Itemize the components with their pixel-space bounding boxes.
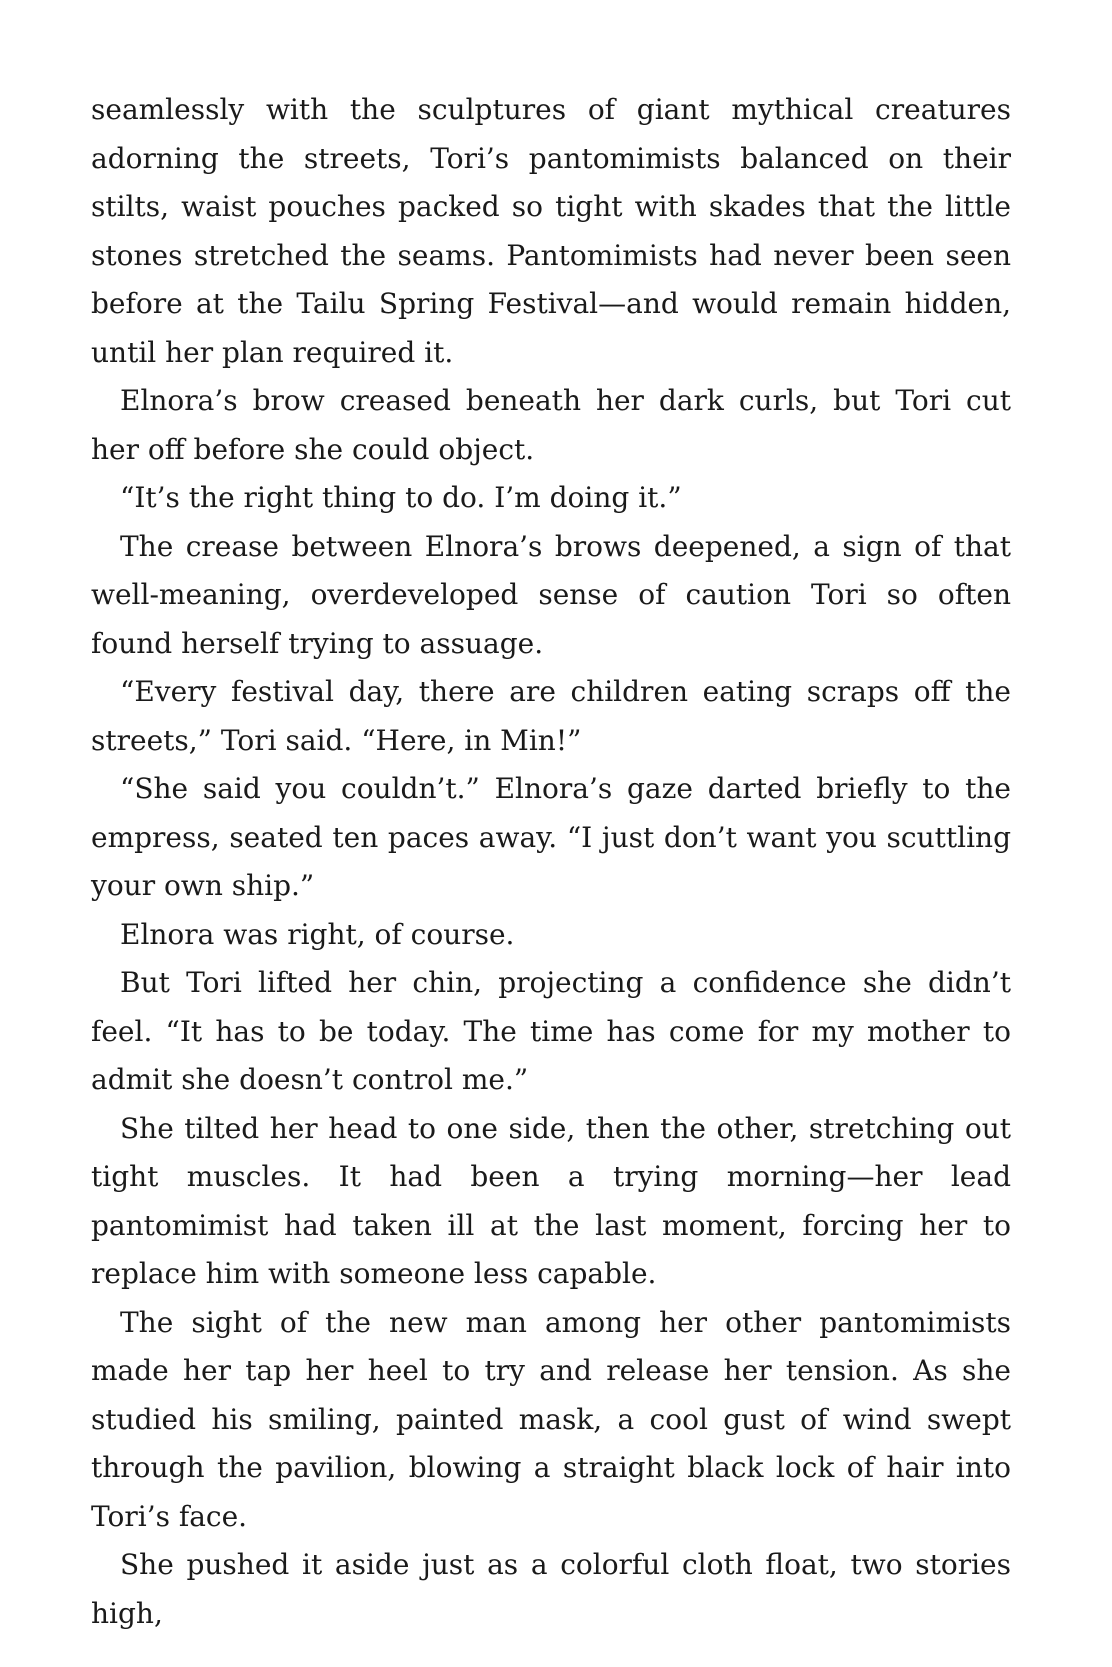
paragraph-9: She tilted her head to one side, then the other, stretching out tight muscles. It had been a trying morning—her lead pantomimist had taken ill at the last moment, forcing her to replace him with someone less capable. bbox=[91, 1111, 1011, 1290]
paragraph-3: “It’s the right thing to do. I’m doing it.” bbox=[120, 481, 682, 514]
paragraph-11: She pushed it aside just as a colorful cloth float, two stories high, bbox=[91, 1548, 1011, 1630]
paragraph-1: seamlessly with the sculptures of giant mythical creatures adorning the streets, Tori’s pantomimists balanced on their stilts, waist pouches packed so tight with skades that the little stones stretched the seams. Pantomimists had never been seen before at the Tailu Spring Festival—and would remain hidden, until her plan required it. bbox=[91, 93, 1011, 369]
paragraph-10: The sight of the new man among her other pantomimists made her tap her heel to try and release her tension. As she studied his smiling, painted mask, a cool gust of wind swept through the pavilion, blowing a straight black lock of hair into Tori’s face. bbox=[91, 1305, 1011, 1533]
paragraph-5: “Every festival day, there are children eating scraps off the streets,” Tori said. “Here, in Min!” bbox=[91, 675, 1011, 757]
paragraph-4: The crease between Elnora’s brows deepened, a sign of that well-meaning, overdeveloped sense of caution Tori so often found herself trying to assuage. bbox=[91, 529, 1011, 660]
paragraph-6: “She said you couldn’t.” Elnora’s gaze darted briefly to the empress, seated ten paces away. “I just don’t want you scuttling your own ship.” bbox=[91, 772, 1011, 902]
book-page bbox=[91, 86, 1011, 1638]
paragraph-2: Elnora’s brow creased beneath her dark curls, but Tori cut her off before she could object. bbox=[91, 384, 1011, 466]
paragraph-8: But Tori lifted her chin, projecting a confidence she didn’t feel. “It has to be today. The time has come for my mother to admit she doesn’t control me.” bbox=[91, 966, 1011, 1096]
paragraph-7: Elnora was right, of course. bbox=[120, 917, 515, 951]
